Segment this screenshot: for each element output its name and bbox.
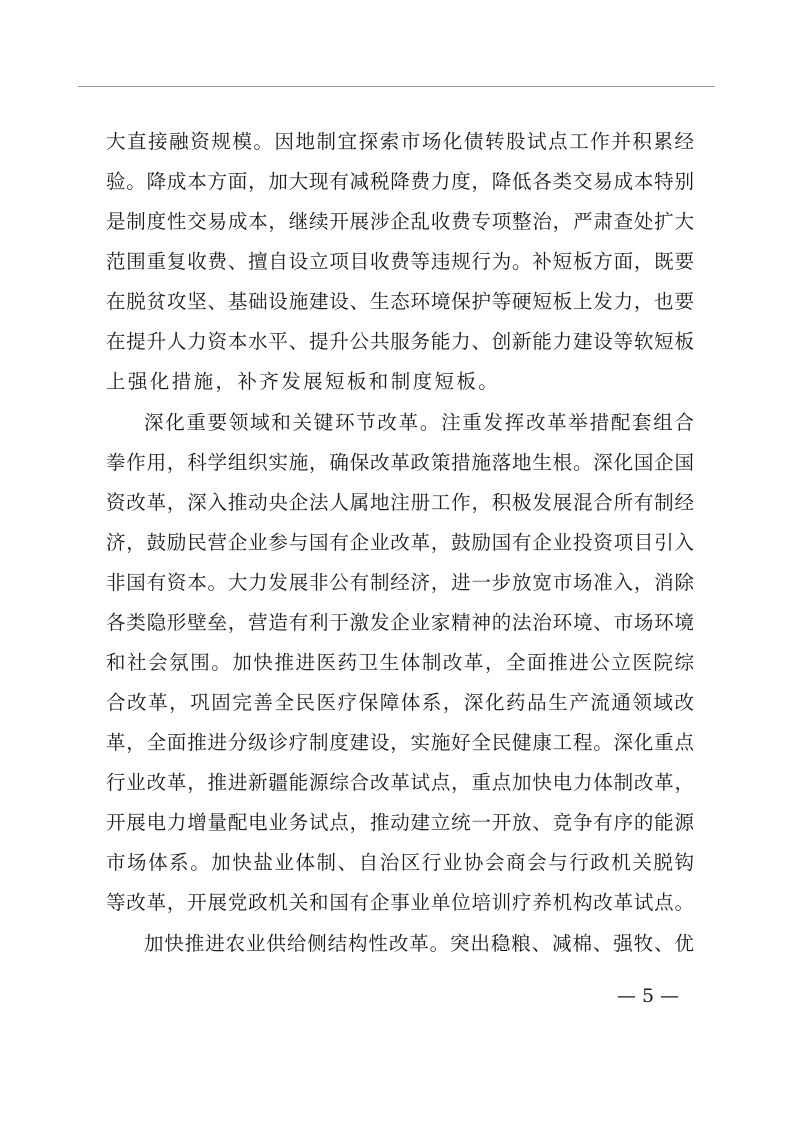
text-line: 在提升人力资本水平、提升公共服务能力、创新能力建设等软短板 — [106, 330, 694, 353]
paragraph-3 — [106, 924, 694, 964]
text-line: 拳作用，科学组织实施，确保改革政策措施落地生根。深化国企国 — [106, 451, 694, 474]
text-line: 验。降成本方面，加大现有减税降费力度，降低各类交易成本特别 — [106, 170, 694, 193]
text-line: 深化重要领域和关键环节改革。注重发挥改革举措配套组合 — [144, 411, 694, 434]
text-line: 市场体系。加快盐业体制、自治区行业协会商会与行政机关脱钩 — [106, 851, 694, 874]
text-line: 等改革，开展党政机关和国有企事业单位培训疗养机构改革试点。 — [106, 891, 694, 914]
text-line: 行业改革，推进新疆能源综合改革试点，重点加快电力体制改革， — [106, 771, 694, 794]
paragraph-1 — [106, 122, 694, 402]
text-line: 和社会氛围。加快推进医药卫生体制改革，全面推进公立医院综 — [106, 651, 694, 674]
text-line: 开展电力增量配电业务试点，推动建立统一开放、竞争有序的能源 — [106, 811, 694, 834]
text-line: 革，全面推进分级诊疗制度建设，实施好全民健康工程。深化重点 — [106, 731, 694, 754]
text-line: 范围重复收费、擅自设立项目收费等违规行为。补短板方面，既要 — [106, 250, 694, 273]
header-rule — [78, 86, 715, 87]
text-line: 济，鼓励民营企业参与国有企业改革，鼓励国有企业投资项目引入 — [106, 531, 694, 554]
text-line: 大直接融资规模。因地制宜探索市场化债转股试点工作并积累经 — [106, 130, 694, 153]
text-line: 资改革，深入推动央企法人属地注册工作，积极发展混合所有制经 — [106, 491, 694, 514]
text-line: 各类隐形壁垒，营造有利于激发企业家精神的法治环境、市场环境 — [106, 611, 694, 634]
text-line: 是制度性交易成本，继续开展涉企乱收费专项整治，严肃查处扩大 — [106, 210, 694, 233]
page-number: — 5 — — [616, 985, 680, 1007]
text-line: 上强化措施，补齐发展短板和制度短板。 — [106, 370, 501, 393]
paragraph-2 — [106, 403, 694, 923]
text-line: 合改革，巩固完善全民医疗保障体系，深化药品生产流通领域改 — [106, 691, 694, 714]
text-line: 加快推进农业供给侧结构性改革。突出稳粮、减棉、强牧、优 — [144, 932, 694, 955]
text-line: 非国有资本。大力发展非公有制经济，进一步放宽市场准入，消除 — [106, 571, 694, 594]
text-line: 在脱贫攻坚、基础设施建设、生态环境保护等硬短板上发力，也要 — [106, 290, 694, 313]
document-body — [106, 122, 694, 964]
